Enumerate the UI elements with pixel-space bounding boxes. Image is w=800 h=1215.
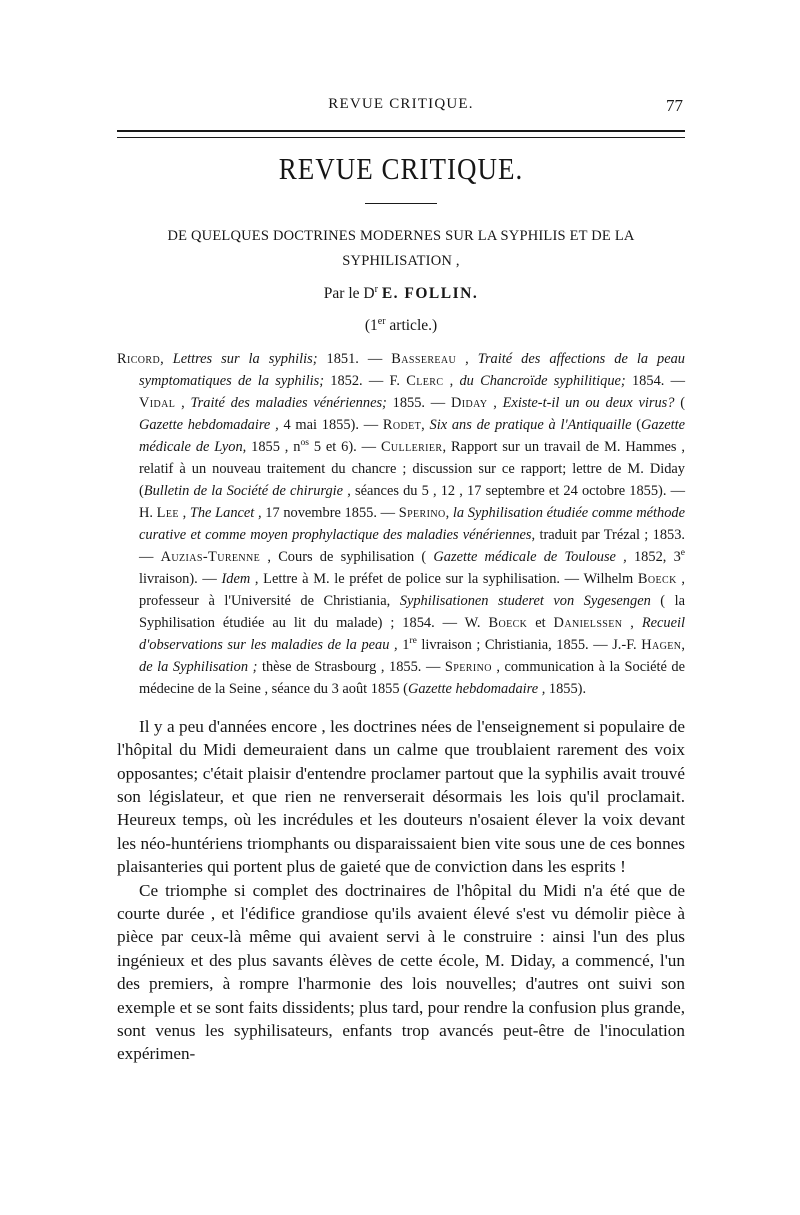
running-head — [117, 96, 685, 120]
bibliography-text: , — [622, 615, 642, 632]
article-title: DE QUELQUES DOCTRINES MODERNES SUR LA SYPHILIS ET DE LA SYPHILISATION , — [167, 228, 635, 269]
page — [117, 96, 685, 1066]
bibliography-text: , — [487, 395, 503, 412]
bibliography-author: Ricord — [117, 351, 161, 368]
bibliography-text: , professeur à l'Université de Christiania, — [139, 571, 685, 610]
bibliography-author: Auzias-Turenne — [160, 549, 261, 566]
byline-prefix: Par le D — [323, 285, 375, 303]
bibliography-title: Syphilisationen studeret von Sygesengen — [399, 593, 651, 610]
title-rule — [365, 203, 437, 204]
bibliography-author: Vidal — [139, 395, 176, 412]
bibliography-text: traduit par Trézal ; 1853. — — [139, 527, 685, 566]
bibliography-text: 1854. — — [625, 373, 685, 390]
bibliography-text: ( — [631, 417, 642, 434]
bibliography-title: Six ans de pratique à l'Antiquaille — [429, 417, 632, 434]
byline-author: E. FOLLIN. — [381, 285, 479, 303]
byline — [117, 278, 685, 306]
bibliography-text: et — [527, 615, 554, 632]
bibliography-title: Traité des affections de la peau symptomatiques de la syphilis; — [139, 351, 686, 390]
bibliography-author: Boeck — [637, 571, 677, 588]
bibliography-title: Recueil d'observations sur les maladies de la peau , — [139, 615, 685, 654]
bibliography-text: , — [178, 505, 190, 522]
bibliography-title: Idem — [221, 571, 251, 588]
header-double-rule — [117, 130, 685, 138]
bibliography-superscript: re — [409, 636, 417, 647]
bibliography-author: Cullerier — [380, 439, 443, 456]
bibliography-text: , — [421, 417, 430, 434]
bibliography-author: Lee — [156, 505, 179, 522]
article-part — [117, 310, 685, 338]
bibliography-author: Bassereau — [391, 351, 457, 368]
bibliography-superscript: e — [680, 548, 685, 559]
article-part-close: article.) — [385, 317, 438, 335]
bibliography-author: Rodet — [382, 417, 422, 434]
bibliography-title: Gazette hebdomadaire , — [139, 417, 279, 434]
bibliography-title: Gazette médicale de Toulouse , — [433, 549, 627, 566]
bibliography-text: livraison ; Christiania, 1855. — J.-F. — [416, 637, 642, 654]
running-head-title: REVUE CRITIQUE. — [328, 96, 474, 112]
bibliography-text: 1855 , n — [246, 439, 301, 456]
bibliography-text: , Cours de syphilisation ( — [260, 549, 434, 566]
bibliography-text: , séances du 5 , 12 , 17 septembre et 24 octobre 1855). — H. — [139, 483, 685, 522]
bibliography-text: thèse de Strasbourg , 1855. — — [257, 659, 445, 676]
byline-prefix-superscript: r — [374, 284, 378, 295]
bibliography — [117, 348, 685, 700]
bibliography-title: de la Syphilisation ; — [139, 659, 258, 676]
bibliography-author: Hagen — [641, 637, 682, 654]
bibliography-title: Bulletin de la Société de chirurgie — [143, 483, 344, 500]
bibliography-text: 1 — [397, 637, 410, 654]
bibliography-text: 1855). — [545, 681, 587, 698]
body-paragraph-2: Ce triomphe si complet des doctrinaires de l'hôpital du Midi n'a été que de courte durée , et l'édifice grandiose qu'ils avaient élevé s'est vu démolir pièce à pièce par ceux-là même qui avaient servi à le construire : ainsi l'un des plus ingénieux et des plus savants élèves de cette école, M. Diday, a commencé, l'un des premiers, à rompre l'harmonie des lois nouvelles; d'autres ont suivi son exemple et se sont faits dissidents; plus tard, pour rendre la confusion plus grande, sont venus les syphilisateurs, enfants trop avancés peut-être de l'inoculation expérimen- — [117, 880, 685, 1064]
bibliography-text: 5 et 6). — — [308, 439, 381, 456]
bibliography-title: du Chancroïde syphilitique; — [459, 373, 626, 390]
bibliography-text: , — [443, 373, 460, 390]
bibliography-text: , communication à la Société de médecine de la Seine , séance du 3 août 1855 ( — [139, 659, 685, 698]
bibliography-title: Lettres sur la syphilis; — [172, 351, 318, 368]
article-part-superscript: er — [377, 316, 386, 328]
bibliography-text: 1851. — — [317, 351, 392, 368]
bibliography-title: Existe-t-il un ou deux virus? — [502, 395, 675, 412]
bibliography-author: Diday — [450, 395, 488, 412]
bibliography-title: la Syphilisation étudiée comme méthode curative et comme moyen prophylactique des maladies vénériennes, — [139, 505, 686, 544]
bibliography-text: , Lettre à M. le préfet de police sur la syphilisation. — Wilhelm — [250, 571, 638, 588]
bibliography-text: , Rapport sur un travail de M. Hammes , relatif à un nouveau traitement du chancre ; discussion sur ce rapport; lettre de M. Diday ( — [139, 439, 685, 500]
bibliography-text: 1852, 3 — [626, 549, 681, 566]
bibliography-text: livraison). — — [139, 571, 222, 588]
bibliography-text: 4 mai 1855). — — [278, 417, 383, 434]
bibliography-author: Clerc — [406, 373, 444, 390]
bibliography-superscript: os — [300, 438, 309, 449]
bibliography-text: , — [456, 351, 478, 368]
bibliography-text: 1852. — F. — [324, 373, 407, 390]
bibliography-text: , — [445, 505, 453, 522]
page-number: 77 — [666, 96, 683, 115]
bibliography-title: The Lancet , — [189, 505, 262, 522]
bibliography-author: Boeck — [488, 615, 528, 632]
bibliography-title: Traité des maladies vénériennes; — [190, 395, 387, 412]
bibliography-title: Gazette médicale de Lyon, — [139, 417, 685, 456]
bibliography-text: ( — [674, 395, 686, 412]
bibliography-text: , — [681, 637, 686, 654]
bibliography-text: , — [160, 351, 173, 368]
bibliography-text: 17 novembre 1855. — — [261, 505, 399, 522]
bibliography-author: Danielssen — [553, 615, 623, 632]
article-part-open: (1 — [364, 317, 378, 335]
main-title: REVUE CRITIQUE. — [278, 152, 524, 186]
bibliography-text: 1855. — — [386, 395, 451, 412]
body-paragraph-1: Il y a peu d'années encore , les doctrines nées de l'enseignement si populaire de l'hôpital du Midi demeuraient dans un calme que troublaient rarement des voix opposantes; c'était plaisir d'entendre proclamer partout que la syphilis avait trouvé son législateur, et que rien ne renverserait désormais les lois qu'il proclamait. Heureux temps, où les incrédules et les douteurs n'osaient élever la voix devant les néo-huntériens triomphants ou disparaissaient bien vite sous une de ces bonnes plaisanteries qui portent plus de gaieté que de conviction dans les esprits ! — [117, 716, 685, 877]
bibliography-author: Sperino — [444, 659, 492, 676]
bibliography-text: , — [175, 395, 191, 412]
bibliography-text: ( la Syphilisation étudiée au lit du malade) ; 1854. — W. — [139, 593, 685, 632]
bibliography-title: Gazette hebdomadaire , — [407, 681, 546, 698]
bibliography-author: Sperino — [398, 505, 446, 522]
